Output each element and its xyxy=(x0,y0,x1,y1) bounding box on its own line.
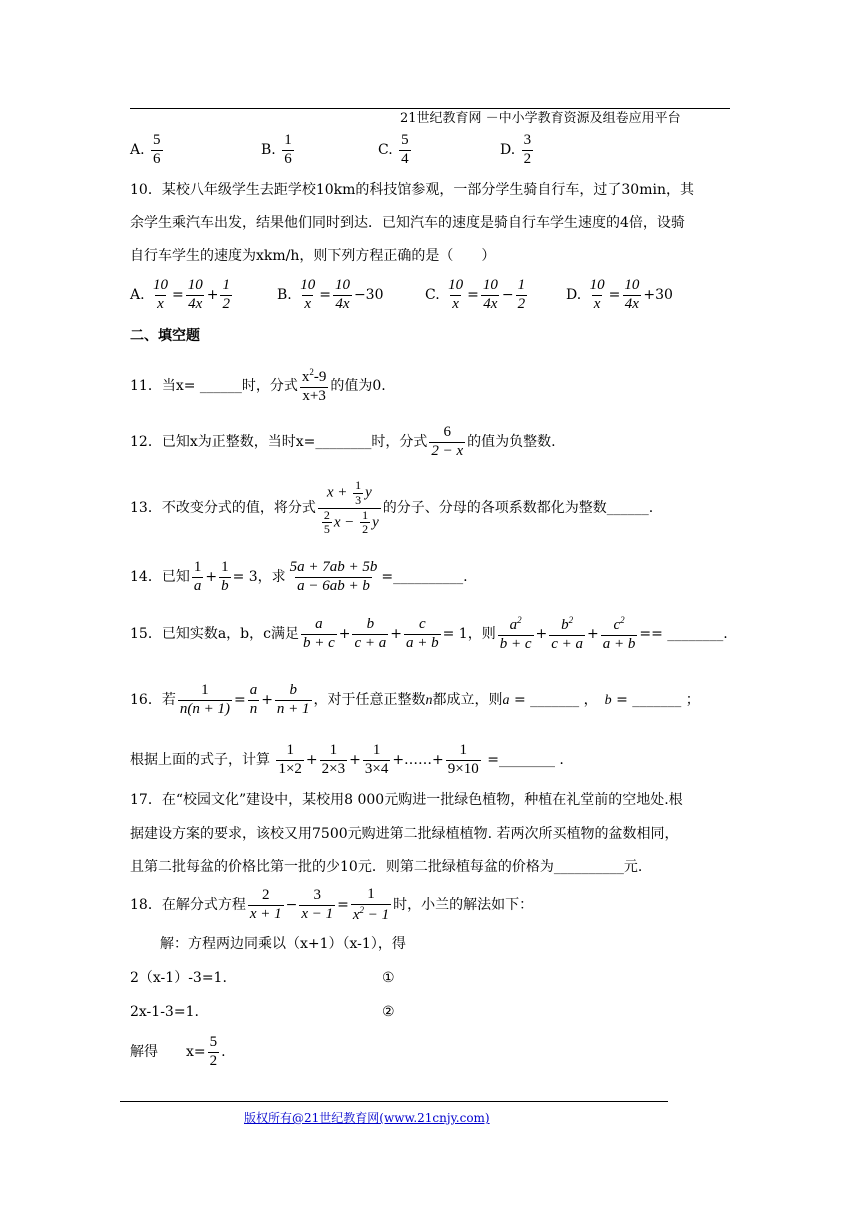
q10-line2: 余学生乘汽车出发，结果他们同时到达．已知汽车的速度是骑自行车学生速度的4倍，设骑 xyxy=(130,215,685,231)
q18-mark2: ② xyxy=(382,1004,395,1020)
q10-option-b: B. $\frac{10}{x}$ = $\frac{10}{4x}$ −30 xyxy=(277,277,384,312)
q9-option-d: D. $\frac{3}{2}$ xyxy=(500,132,532,167)
q18: 18．在解分式方程 $\frac{2}{x + 1}$ − $\frac{3}{x - 1}$ = $\frac{1}{x^2 - 1}$ 时，小兰的解法如下： xyxy=(130,886,534,923)
q14: 14．已知 $\frac{1}{a}$ + $\frac{1}{b}$ = 3，求 $\frac{5a + 7ab + 5b}{a - 6ab + b}$ =__________. xyxy=(130,559,468,594)
q9-option-c: C. $\frac{5}{4}$ xyxy=(378,132,409,167)
q9-option-a: A. $\frac{5}{6}$ xyxy=(130,132,161,167)
q15: 15．已知实数a，b，c满足 $\frac{a}{b + c}$ + $\frac{b}{c + a}$ + $\frac{c}{a + b}$ = 1，则 $\frac{a^2}{b + c}$ + $\frac{b^2}{c + a}$ + $\frac{c^2}{a + b}$ == ________. xyxy=(130,615,728,652)
q18-mark1: ① xyxy=(382,970,395,986)
q18-step2: 2x-1-3=1. xyxy=(130,1004,199,1020)
q9-option-b: B. $\frac{1}{6}$ xyxy=(261,132,292,167)
q10-line3: 自行车学生的速度为xkm/h，则下列方程正确的是（ ） xyxy=(130,248,496,264)
q17-line3: 且第二批每盆的价格比第一批的少10元．则第二批绿植每盆的价格为__________元. xyxy=(130,859,643,875)
q17-line1: 17．在“校园文化”建设中，某校用8 000元购进一批绿色植物，种植在礼堂前的空地处.根 xyxy=(130,792,683,808)
q18-step0: 解：方程两边同乘以（x+1）（x-1），得 xyxy=(160,936,406,952)
q18-step3: 解得 x= $\frac{5}{2}$ . xyxy=(130,1034,226,1069)
q16b: 根据上面的式子，计算 $\frac{1}{1\times 2}$ + $\frac{1}{2\times 3}$ + $\frac{1}{3\times 4}$ +……+ $\frac{1}{9\times 10}$ =________ . xyxy=(130,742,564,777)
q10-option-d: D. $\frac{10}{x}$ = $\frac{10}{4x}$ +30 xyxy=(566,277,673,312)
q11: 11．当x= ______时，分式 $\frac{x^2-9}{x+3}$ 的值为0. xyxy=(130,367,386,404)
q16: 16．若 $\frac{1}{n(n + 1)}$ = $\frac{a}{n}$ + $\frac{b}{n + 1}$ ，对于任意正整数n都成立，则a = _______ ， b = _______ ； xyxy=(130,682,700,717)
footer-link[interactable]: 版权所有@21世纪教育网(www.21cnjy.com) xyxy=(244,1111,490,1125)
q17-line2: 据建设方案的要求，该校又用7500元购进第二批绿植植物. 若两次所买植物的盆数相同， xyxy=(130,826,679,842)
q10-option-c: C. $\frac{10}{x}$ = $\frac{10}{4x}$ − $\frac{1}{2}$ xyxy=(425,277,526,312)
section-title: 二、填空题 xyxy=(130,328,200,344)
footer-rule xyxy=(120,1101,668,1102)
q10-option-a: A. $\frac{10}{x}$ = $\frac{10}{4x}$ + $\frac{1}{2}$ xyxy=(130,277,230,312)
header-text: 21世纪教育网 －中小学教育资源及组卷应用平台 xyxy=(400,111,681,126)
q12: 12．已知x为正整数，当时x=________时，分式 $\frac{6}{2 - x}$ 的值为负整数. xyxy=(130,424,556,459)
q13: 13．不改变分式的值，将分式 x + $\frac{1}{3}$ y $\frac{2}{5}$ x − $\frac{1}{2}$ y 的分子、分母的各项系数都化为整数______. xyxy=(130,477,654,537)
q18-step1: 2（x-1）-3=1. xyxy=(130,970,227,986)
q10-line1: 10．某校八年级学生去距学校10km的科技馆参观，一部分学生骑自行车，过了30min，其 xyxy=(130,182,694,198)
